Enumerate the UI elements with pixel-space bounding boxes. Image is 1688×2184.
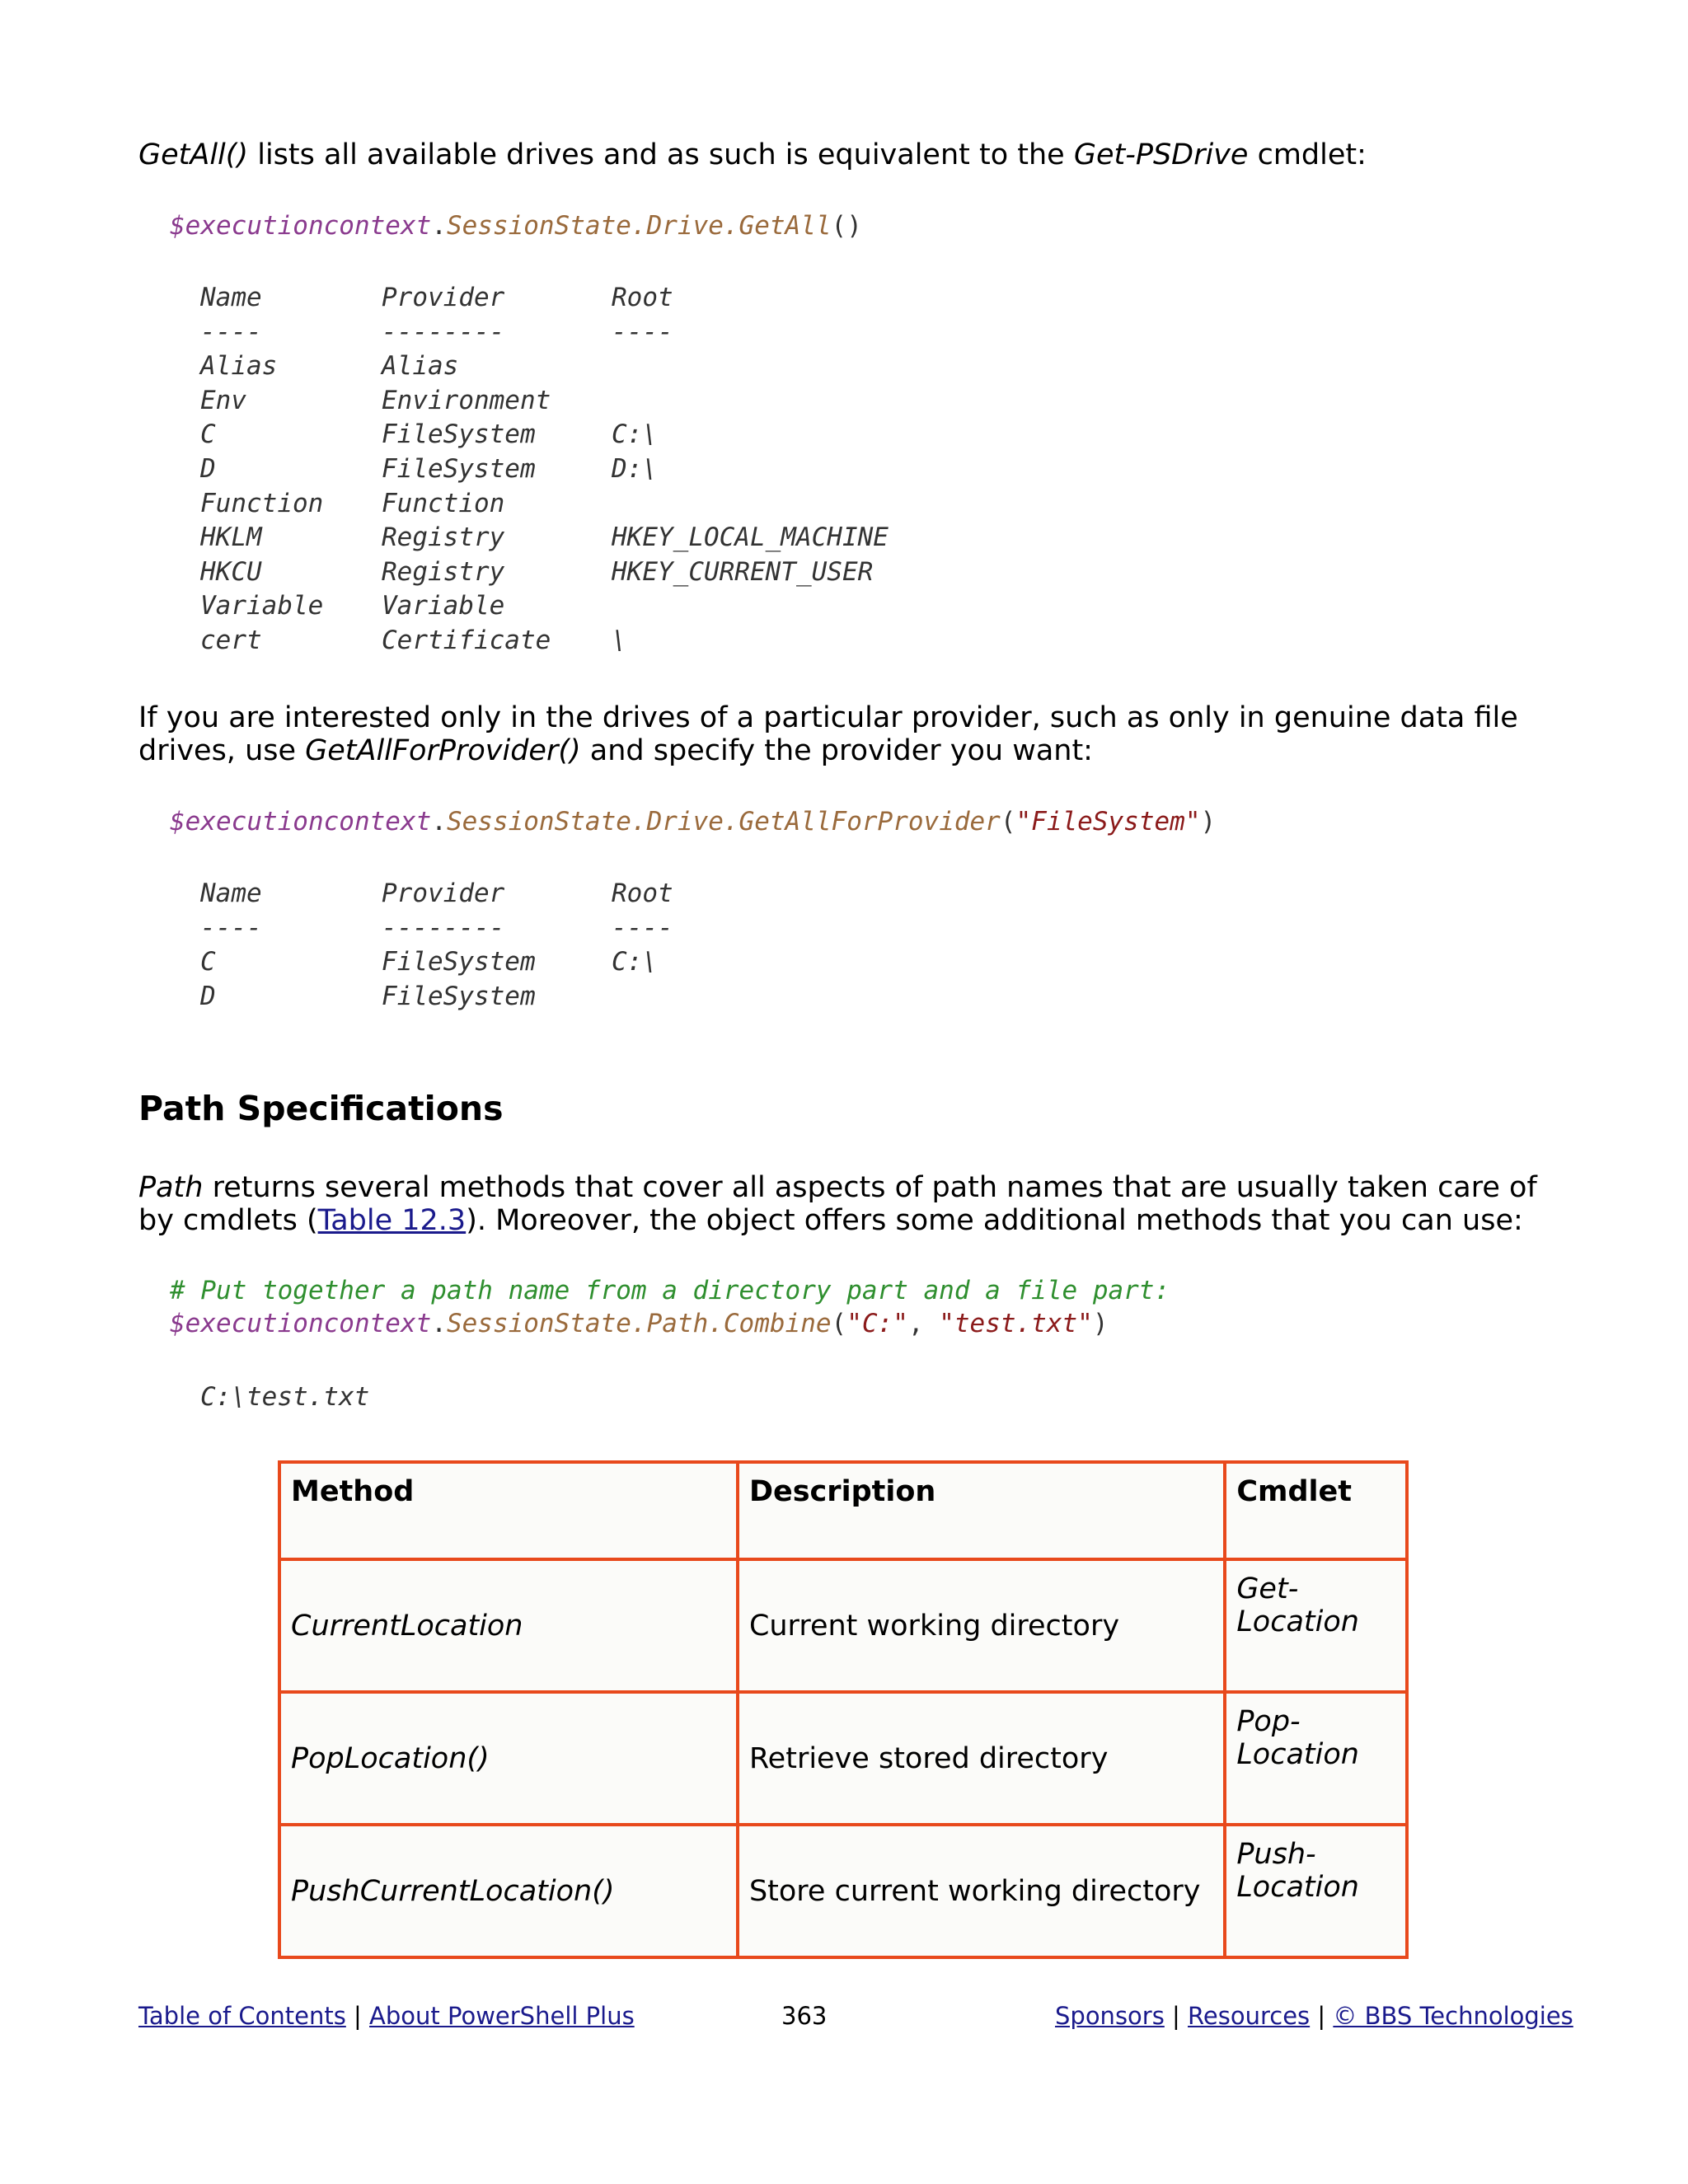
output-cell: Variable	[382, 591, 505, 621]
header-description: Description	[738, 1462, 1225, 1559]
output-cell: D:\	[612, 453, 658, 484]
getallforprovider-method-name: GetAllForProvider()	[305, 734, 581, 767]
intro-paragraph-path	[138, 1171, 1556, 1237]
output-cell: HKEY_CURRENT_USER	[612, 556, 874, 587]
code-string-arg: "test.txt"	[939, 1309, 1093, 1338]
output-cell: Provider	[382, 879, 505, 908]
footer-separator: |	[345, 2002, 370, 2030]
intro-paragraph-getall	[138, 138, 1556, 171]
output-cell: FileSystem	[382, 453, 536, 484]
getall-method-name: GetAll()	[138, 138, 249, 171]
section-heading: Path Specifications	[138, 1089, 504, 1128]
code-open-paren: (	[831, 1309, 847, 1338]
code-path-combine	[170, 1274, 1170, 1340]
code-getallforprovider	[170, 805, 1216, 838]
code-comma: ,	[907, 1309, 940, 1338]
resources-link[interactable]: Resources	[1188, 2002, 1311, 2030]
footer-separator: |	[1310, 2002, 1334, 2030]
code-dot: .	[431, 807, 447, 837]
table-row	[279, 1692, 1407, 1825]
output-cell: --------	[382, 912, 505, 943]
output-cell: Root	[612, 879, 673, 908]
output-cell: ----	[612, 912, 673, 943]
code-member-chain: SessionState.Drive.GetAllForProvider	[446, 807, 1001, 837]
method-cell: PushCurrentLocation()	[279, 1825, 738, 1957]
code-close-paren: )	[1092, 1309, 1109, 1338]
output-cell: FileSystem	[382, 947, 536, 977]
output-cell: C:\	[612, 947, 658, 977]
code-member-chain: SessionState.Path.Combine	[446, 1309, 832, 1338]
output-cell: Registry	[382, 556, 505, 587]
output-cell: HKLM	[200, 523, 262, 553]
code-comment: # Put together a path name from a directory part and a file part:	[170, 1276, 1170, 1305]
output-cell: C	[200, 947, 216, 977]
code-parens: ()	[831, 211, 862, 241]
output-cell: Variable	[200, 591, 324, 621]
output-cell: \	[612, 625, 627, 655]
output-cell: Environment	[382, 385, 551, 415]
intro2-text-end: and specify the provider you want:	[580, 734, 1093, 767]
sponsors-link[interactable]: Sponsors	[1055, 2002, 1165, 2030]
output-cell: Certificate	[382, 625, 551, 655]
output-cell: C	[200, 419, 216, 450]
table-12-3-link[interactable]: Table 12.3	[317, 1204, 467, 1237]
path-property-name: Path	[138, 1171, 204, 1204]
code-variable: $executioncontext	[170, 807, 432, 837]
output-cell: C:\	[612, 419, 658, 450]
output-cell: ----	[612, 316, 673, 347]
code-dot: .	[431, 211, 447, 241]
intro-paragraph-provider	[138, 701, 1556, 767]
header-method: Method	[279, 1462, 738, 1559]
intro3-text: returns several methods that cover all aspects of path names that are usually taken care of by cmdlets (	[138, 1171, 1537, 1237]
code-string-arg: "C:"	[846, 1309, 908, 1338]
output-cell: Function	[200, 488, 324, 518]
table-row	[279, 1559, 1407, 1692]
output-cell: FileSystem	[382, 419, 536, 450]
combine-output: C:\test.txt	[200, 1382, 370, 1412]
header-cmdlet: Cmdlet	[1225, 1462, 1407, 1559]
output-cell: --------	[382, 316, 505, 347]
about-powershell-plus-link[interactable]: About PowerShell Plus	[369, 2002, 635, 2030]
table-header-row	[279, 1462, 1407, 1559]
intro2-text: If you are interested only in the drives of a particular provider, such as only in genuine data file drives, use	[138, 701, 1518, 767]
output-cell: D	[200, 453, 216, 484]
code-string-arg: "FileSystem"	[1015, 807, 1201, 837]
code-close-paren: )	[1200, 807, 1217, 837]
output-cell: Name	[200, 283, 262, 312]
description-cell: Current working directory	[738, 1559, 1225, 1692]
intro1-text-end: cmdlet:	[1248, 138, 1367, 171]
output-cell: Name	[200, 879, 262, 908]
code-open-paren: (	[1000, 807, 1016, 837]
code-variable: $executioncontext	[170, 1309, 432, 1338]
output-cell: cert	[200, 625, 262, 655]
output-cell: Alias	[200, 351, 278, 382]
method-cell: CurrentLocation	[279, 1559, 738, 1692]
cmdlet-cell: Push- Location	[1225, 1825, 1407, 1957]
output-cell: Registry	[382, 523, 505, 553]
table-of-contents-link[interactable]: Table of Contents	[138, 2002, 346, 2030]
intro3-text-end: ). Moreover, the object offers some additional methods that you can use:	[466, 1204, 1523, 1237]
path-methods-table	[278, 1460, 1409, 1959]
output-cell: HKCU	[200, 556, 262, 587]
code-dot: .	[431, 1309, 447, 1338]
output-cell: D	[200, 981, 216, 1011]
page-number: 363	[781, 2002, 828, 2030]
output-cell: ----	[200, 912, 262, 943]
output-cell: Alias	[382, 351, 459, 382]
output-cell: ----	[200, 316, 262, 347]
get-psdrive-cmdlet-name: Get-PSDrive	[1073, 138, 1249, 171]
output-cell: FileSystem	[382, 981, 536, 1011]
output-cell: Root	[612, 283, 673, 312]
cmdlet-cell: Pop- Location	[1225, 1692, 1407, 1825]
description-cell: Retrieve stored directory	[738, 1692, 1225, 1825]
output-cell: HKEY_LOCAL_MACHINE	[612, 523, 889, 553]
method-cell: PopLocation()	[279, 1692, 738, 1825]
footer-separator: |	[1164, 2002, 1189, 2030]
footer-left	[138, 2001, 635, 2031]
description-cell: Store current working directory	[738, 1825, 1225, 1957]
intro1-text: lists all available drives and as such is equivalent to the	[248, 138, 1074, 171]
footer-right	[1055, 2001, 1573, 2031]
output-cell: Env	[200, 385, 246, 415]
output-cell: Provider	[382, 283, 505, 312]
output-cell: Function	[382, 488, 505, 518]
cmdlet-cell: Get- Location	[1225, 1559, 1407, 1692]
table-row	[279, 1825, 1407, 1957]
code-variable: $executioncontext	[170, 211, 432, 241]
copyright-link[interactable]: © BBS Technologies	[1333, 2002, 1573, 2030]
code-getall	[170, 209, 862, 242]
code-member-chain: SessionState.Drive.GetAll	[446, 211, 832, 241]
